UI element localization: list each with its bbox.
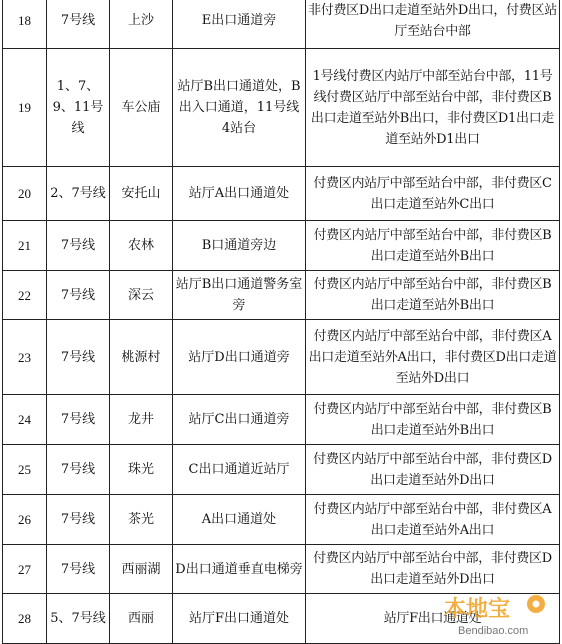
table-row — [3, 395, 560, 445]
table-row — [3, 0, 560, 49]
station-name: 深云 — [110, 271, 173, 320]
location: E出口通道旁 — [173, 0, 306, 49]
route: 付费区内站厅中部至站台中部，非付费区B出口走道至站外B出口 — [306, 221, 560, 271]
station-name: 农林 — [110, 221, 173, 271]
location: B口通道旁边 — [173, 221, 306, 271]
row-number: 20 — [3, 167, 47, 221]
station-name: 安托山 — [110, 167, 173, 221]
location: 站厅D出口通道旁 — [173, 320, 306, 395]
row-number: 27 — [3, 545, 47, 594]
station-table — [2, 0, 560, 644]
metro-line: 1、7、9、11号线 — [47, 49, 110, 167]
table-row — [3, 167, 560, 221]
row-number: 19 — [3, 49, 47, 167]
table-row — [3, 445, 560, 495]
row-number: 28 — [3, 594, 47, 644]
station-name: 上沙 — [110, 0, 173, 49]
metro-line: 7号线 — [47, 495, 110, 545]
metro-line: 7号线 — [47, 445, 110, 495]
location: 站厅A出口通道处 — [173, 167, 306, 221]
row-number: 26 — [3, 495, 47, 545]
location: 站厅B出口通道处，B出入口通道，11号线4站台 — [173, 49, 306, 167]
watermark-site: Bendibao.com — [458, 625, 529, 637]
watermark-brand: 本地宝 — [444, 597, 511, 622]
metro-line: 5、7号线 — [47, 594, 110, 644]
table-row — [3, 271, 560, 320]
metro-line: 7号线 — [47, 395, 110, 445]
metro-line: 7号线 — [47, 545, 110, 594]
row-number: 24 — [3, 395, 47, 445]
table-row — [3, 49, 560, 167]
table-row — [3, 495, 560, 545]
location: C出口通道近站厅 — [173, 445, 306, 495]
row-number: 23 — [3, 320, 47, 395]
route: 付费区内站厅中部至站台中部，非付费区A出口走道至站外A出口 — [306, 495, 560, 545]
metro-line: 7号线 — [47, 221, 110, 271]
row-number: 18 — [3, 0, 47, 49]
row-number: 21 — [3, 221, 47, 271]
station-name: 车公庙 — [110, 49, 173, 167]
station-name: 西丽 — [110, 594, 173, 644]
route: 付费区内站厅中部至站台中部，非付费区A出口走道至站外A出口，非付费区D出口走道至站外D出口 — [306, 320, 560, 395]
route: 站厅F出口通道处 — [306, 594, 560, 644]
metro-line: 7号线 — [47, 271, 110, 320]
route: 付费区内站厅中部至站台中部，非付费区B出口走道至站外B出口 — [306, 271, 560, 320]
route: 付费区内站厅中部至站台中部，非付费区C出口走道至站外C出口 — [306, 167, 560, 221]
metro-line: 7号线 — [47, 0, 110, 49]
table-row — [3, 320, 560, 395]
route: 1号线付费区内站厅中部至站台中部，11号线付费区站厅中部至站台中部，非付费区B出口走道至站外B出口，非付费区D1出口走道至站外D1出口 — [306, 49, 560, 167]
location: 站厅B出口通道警务室旁 — [173, 271, 306, 320]
row-number: 25 — [3, 445, 47, 495]
route: 付费区内站厅中部至站台中部，非付费区B出口走道至站外B出口 — [306, 395, 560, 445]
row-number: 22 — [3, 271, 47, 320]
metro-line: 7号线 — [47, 320, 110, 395]
route: 付费区内站厅中部至站台中部，非付费区D出口走道至站外D出口 — [306, 545, 560, 594]
route: 付费区内站厅中部至站台中部，非付费区D出口走道至站外D出口 — [306, 445, 560, 495]
station-name: 珠光 — [110, 445, 173, 495]
table-row — [3, 545, 560, 594]
station-name: 茶光 — [110, 495, 173, 545]
location: 站厅C出口通道旁 — [173, 395, 306, 445]
station-name: 桃源村 — [110, 320, 173, 395]
table-row — [3, 594, 560, 644]
table-row — [3, 221, 560, 271]
location: 站厅F出口通道处 — [173, 594, 306, 644]
station-name: 龙井 — [110, 395, 173, 445]
station-name: 西丽湖 — [110, 545, 173, 594]
route: 非付费区D出口走道至站外D出口，付费区站厅至站台中部 — [306, 0, 560, 49]
metro-line: 2、7号线 — [47, 167, 110, 221]
location: D出口通道垂直电梯旁 — [173, 545, 306, 594]
location: A出口通道处 — [173, 495, 306, 545]
